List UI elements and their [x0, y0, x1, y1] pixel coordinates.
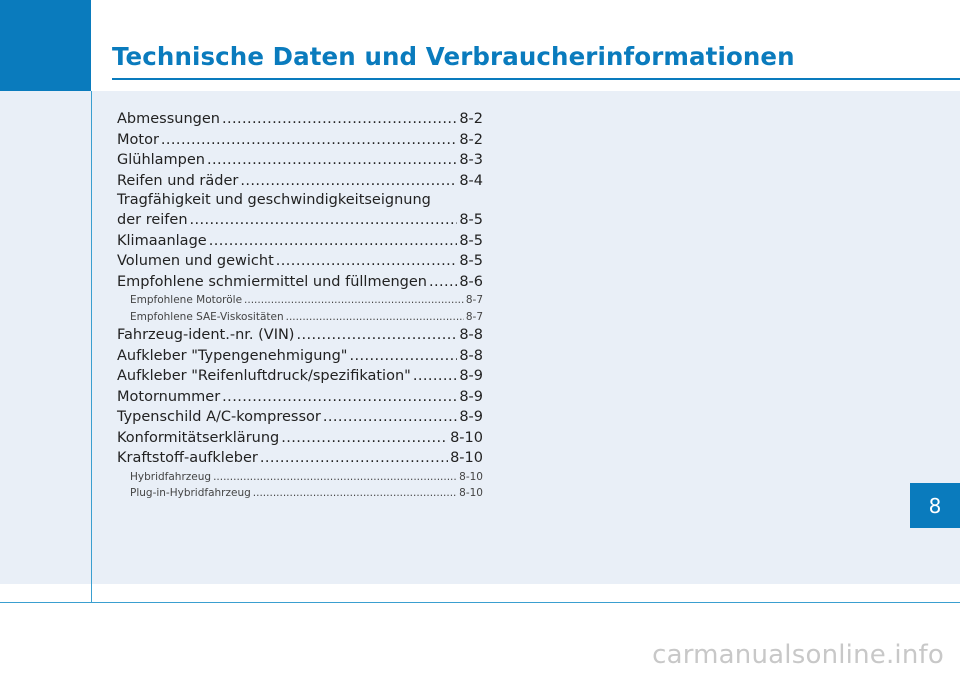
- toc-entry-schmiermittel[interactable]: [117, 272, 483, 293]
- toc-entry-label: Reifen und räder: [117, 172, 239, 189]
- toc-entry-label: Aufkleber "Typengenehmigung": [117, 347, 348, 364]
- toc-entry-page: 8-3: [459, 152, 483, 168]
- toc-entry-label: Konformitätserklärung: [117, 429, 280, 446]
- dot-leader: [161, 130, 457, 151]
- toc-entry-klimaanlage[interactable]: [117, 231, 483, 252]
- dot-leader: [190, 210, 458, 231]
- dot-leader: [260, 448, 448, 469]
- toc-entry-page: 8-9: [459, 388, 483, 405]
- toc-entry-page: 8-10: [450, 450, 483, 466]
- toc-entry-motornummer[interactable]: [117, 387, 483, 408]
- dot-leader: [286, 309, 464, 326]
- toc-entry-label: Klimaanlage: [117, 232, 207, 249]
- table-of-contents: [117, 109, 483, 502]
- dot-leader: [413, 366, 458, 387]
- toc-entry-abmessungen[interactable]: [117, 109, 483, 130]
- toc-entry-label: Motor: [117, 131, 159, 148]
- toc-entry-label: Hybridfahrzeug: [130, 470, 212, 483]
- toc-entry-label: Aufkleber "Reifenluftdruck/spezifikation": [117, 368, 411, 384]
- toc-entry-page: 8-10: [459, 487, 483, 499]
- toc-entry-label: Empfohlene Motoröle: [130, 294, 243, 306]
- toc-entry-label: Glühlampen: [117, 152, 205, 168]
- toc-entry-page: 8-6: [459, 273, 483, 290]
- toc-entry-page: 8-9: [459, 368, 483, 384]
- toc-entry-vin[interactable]: [117, 325, 483, 346]
- toc-entry-label: der reifen: [117, 212, 188, 228]
- toc-entry-kompressor[interactable]: [117, 407, 483, 428]
- dot-leader: [296, 325, 457, 346]
- dot-leader: [281, 428, 448, 449]
- toc-subentry-motoroele[interactable]: [117, 292, 483, 309]
- toc-entry-page: 8-10: [459, 470, 483, 483]
- toc-entry-page: 8-2: [459, 111, 483, 127]
- toc-entry-label: Motornummer: [117, 388, 221, 405]
- dot-leader: [207, 150, 457, 171]
- dot-leader: [209, 231, 458, 252]
- toc-entry-tragfaehigkeit[interactable]: [117, 210, 483, 231]
- page-title: Technische Daten und Verbraucherinformationen: [112, 42, 795, 71]
- toc-entry-label: Abmessungen: [117, 111, 220, 127]
- title-underline: [112, 78, 960, 80]
- toc-entry-label: Kraftstoff-aufkleber: [117, 450, 258, 466]
- toc-entry-label: Plug-in-Hybridfahrzeug: [130, 487, 251, 499]
- toc-entry-page: 8-7: [465, 294, 483, 306]
- chapter-number: 8: [928, 493, 942, 518]
- dot-leader: [253, 485, 457, 502]
- toc-entry-page: 8-8: [459, 327, 483, 343]
- dot-leader: [276, 251, 458, 272]
- toc-entry-reifenluftdruck[interactable]: [117, 366, 483, 387]
- dot-leader: [323, 407, 457, 428]
- toc-entry-kraftstoff[interactable]: [117, 448, 483, 469]
- toc-subentry-pluginhybrid[interactable]: [117, 485, 483, 502]
- watermark: carmanualsonline.info: [652, 640, 944, 670]
- toc-entry-page: 8-8: [459, 347, 483, 364]
- toc-entry-label: Typenschild A/C-kompressor: [117, 409, 321, 425]
- dot-leader: [349, 346, 457, 367]
- dot-leader: [222, 387, 457, 408]
- toc-entry-page: 8-7: [465, 310, 483, 323]
- toc-subentry-hybrid[interactable]: [117, 469, 483, 486]
- toc-entry-label: Empfohlene schmiermittel und füllmengen: [117, 273, 428, 290]
- toc-entry-page: 8-5: [459, 232, 483, 249]
- chapter-corner-block: [0, 0, 91, 91]
- dot-leader: [244, 292, 464, 309]
- left-margin-band: [0, 91, 91, 584]
- toc-entry-page: 8-9: [459, 409, 483, 425]
- toc-entry-page: 8-5: [459, 253, 483, 269]
- vertical-divider: [91, 91, 92, 603]
- toc-entry-typengenehmigung[interactable]: [117, 346, 483, 367]
- dot-leader: [240, 171, 457, 192]
- toc-entry-reifen[interactable]: [117, 171, 483, 192]
- dot-leader: [213, 469, 457, 486]
- toc-entry-label: Volumen und gewicht: [117, 253, 274, 269]
- toc-entry-page: 8-2: [459, 131, 483, 148]
- toc-entry-gluehlampen[interactable]: [117, 150, 483, 171]
- toc-entry-page: 8-4: [459, 172, 483, 189]
- toc-entry-page: 8-5: [459, 212, 483, 228]
- toc-subentry-sae[interactable]: [117, 309, 483, 326]
- chapter-tab[interactable]: [910, 483, 960, 528]
- toc-entry-label: Fahrzeug-ident.-nr. (VIN): [117, 327, 295, 343]
- toc-entry-motor[interactable]: [117, 130, 483, 151]
- toc-entry-konformitaet[interactable]: [117, 428, 483, 449]
- toc-entry-tragfaehigkeit-line1[interactable]: Tragfähigkeit und geschwindigkeitseignung: [117, 192, 431, 208]
- toc-entry-page: 8-10: [450, 429, 483, 446]
- horizontal-divider: [0, 602, 960, 603]
- toc-entry-volumen[interactable]: [117, 251, 483, 272]
- dot-leader: [222, 109, 457, 130]
- toc-entry-label: Empfohlene SAE-Viskositäten: [130, 310, 284, 323]
- dot-leader: [429, 272, 457, 293]
